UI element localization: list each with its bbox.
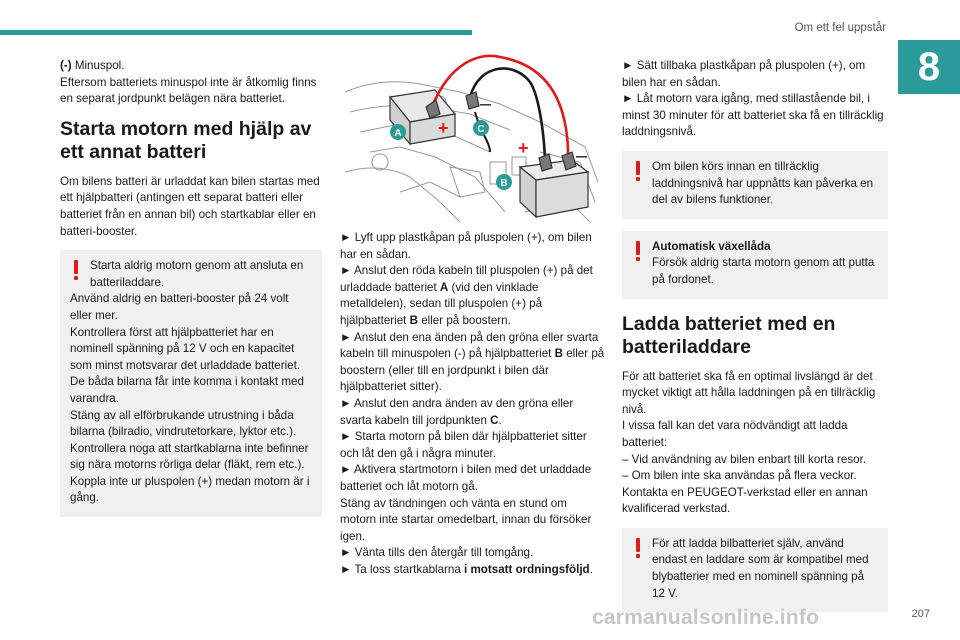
warning-icon	[634, 538, 642, 558]
charger-para: I vissa fall kan det vara nödvändigt att ladda batteriet:	[622, 419, 848, 449]
minus-label: Minuspol.	[71, 59, 125, 72]
step-text: ► Aktivera startmotorn i bilen med det urladdade batteriet och låt motorn gå.	[340, 463, 592, 493]
warning-text: För att ladda bilbatteriet själv, använd endast en laddare som är kompatibel med blybatterier med en nominell spänning på 12 V.	[652, 536, 869, 600]
list-item: – Vid användning av bilen enbart till korta resor.	[622, 452, 867, 466]
step	[340, 263, 606, 329]
warning-icon	[634, 161, 642, 181]
warning-line: Kontrollera noga att startkablarna inte befinner sig nära motorns rörliga delar (fläkt, rem etc.).	[70, 441, 309, 472]
section-heading-jump-start: Starta motorn med hjälp av ett annat batteri	[60, 117, 312, 163]
warning-line: Kontrollera först att hjälpbatteriet har en nominell spänning på 12 V och en kapacitet som minst motsvarar det urladdade batteriet.	[70, 325, 301, 372]
step-text: eller på boostern (eller till en jordpunkt i bilen där hjälpbatteriet sitter).	[340, 347, 605, 394]
step	[340, 230, 606, 263]
step-text: ► Starta motorn på bilen där hjälpbatteriet sitter och låt den gå i några minuter.	[340, 430, 587, 460]
step-text: ► Vänta tills den återgår till tomgång.	[340, 546, 534, 560]
warning-text: Försök aldrig starta motorn genom att putta på fordonet.	[652, 256, 875, 286]
warning-box-automatic-gearbox	[622, 231, 888, 299]
jump-start-intro: Om bilens batteri är urladdat kan bilen startas med ett hjälpbatteri (antingen ett separat batteri eller batteriet från en annan bil) och startkablar eller en batteri-booster.	[60, 174, 320, 238]
warning-title: Automatisk växellåda	[652, 239, 771, 253]
step-text: .	[589, 562, 593, 576]
warning-box-charge-level	[622, 151, 888, 219]
warning-text: Om bilen körs innan en tillräcklig laddningsnivå har uppnåtts kan påverka en del av bilens funktioner.	[652, 159, 874, 207]
step-text: ► Lyft upp plastkåpan på pluspolen (+), om bilen har en sådan.	[340, 231, 592, 261]
step-text: ► Ta loss startkablarna	[340, 562, 465, 576]
warning-line: Starta aldrig motorn genom att ansluta en batteriladdare.	[90, 259, 304, 289]
warning-box-jump-start	[60, 250, 322, 517]
step	[340, 330, 606, 396]
step: ► Låt motorn vara igång, med stillastående bil, i minst 30 minuter för att batteriet ska få en tillräcklig laddningsnivå.	[622, 92, 884, 139]
chapter-number: 8	[898, 40, 960, 94]
step-bold: A	[439, 280, 449, 294]
step-bold: C	[490, 413, 499, 427]
step	[340, 396, 606, 429]
step-text: .	[498, 413, 502, 427]
minus-symbol-b: –	[576, 145, 588, 167]
red-cable	[432, 56, 568, 164]
step-text: Stäng av tändningen och vänta en stund om motorn inte startar omedelbart, innan du försöker igen.	[340, 496, 592, 543]
step-text: eller på boostern.	[417, 313, 511, 327]
minus-explanation: Eftersom batteriets minuspol inte är åtkomlig finns en separat jordpunkt belägen nära batteriet.	[60, 75, 317, 106]
step-bold: B	[409, 313, 418, 327]
step-bold: i motsatt ordningsföljd	[464, 562, 590, 576]
step	[340, 462, 606, 495]
list-item: – Om bilen inte ska användas på flera veckor.	[622, 469, 857, 483]
plus-symbol-a: +	[438, 118, 449, 138]
header-accent-bar	[0, 30, 472, 35]
running-header: Om ett fel uppstår	[794, 22, 886, 34]
step: ► Sätt tillbaka plastkåpan på pluspolen (+), om bilen har en sådan.	[622, 59, 866, 89]
label-a: A	[394, 128, 402, 139]
warning-icon	[72, 260, 80, 280]
step	[340, 496, 606, 546]
minus-pole-note	[60, 58, 322, 108]
battery-b	[520, 160, 588, 217]
step	[340, 562, 606, 579]
jump-start-illustration	[340, 52, 602, 224]
step-text: ► Anslut den andra änden av den gröna eller svarta kabeln till jordpunkten	[340, 396, 574, 427]
step	[340, 545, 606, 562]
warning-icon	[634, 241, 642, 261]
step-text: ► Anslut den ena änden på den gröna eller svarta kabeln till minuspolen (-) på hjälpbatteriet	[340, 330, 599, 361]
minus-symbol: (-)	[60, 59, 72, 72]
charger-para: Kontakta en PEUGEOT-verkstad eller en annan kvalificerad verkstad.	[622, 485, 868, 516]
column-left	[60, 58, 322, 529]
label-b: B	[500, 178, 508, 189]
minus-symbol-a: –	[480, 93, 492, 115]
step-bold: B	[554, 347, 563, 361]
label-c: C	[477, 124, 485, 135]
plus-symbol-b: +	[518, 138, 529, 158]
warning-line: Koppla inte ur pluspolen (+) medan motorn är i gång.	[70, 474, 310, 505]
step	[340, 429, 606, 462]
watermark: carmanualsonline.info	[592, 606, 820, 629]
warning-line: De båda bilarna får inte komma i kontakt med varandra.	[70, 375, 304, 405]
charger-para: För att batteriet ska få en optimal livslängd är det mycket viktigt att hålla laddningen på en tillräcklig nivå.	[622, 369, 876, 416]
step-text: ► Anslut den röda kabeln till pluspolen (+) på det urladdade batteriet	[340, 264, 593, 294]
section-heading-charger: Ladda batteriet med en batteriladdare	[622, 312, 836, 358]
warning-line: Stäng av all elförbrukande utrustning i båda bilarna (bilradio, vindrutetorkare, lyktor etc.).	[70, 408, 297, 439]
black-cable	[470, 68, 545, 166]
warning-box-charger	[622, 528, 888, 612]
column-middle	[340, 230, 606, 578]
step-text: (vid den vinklade metalldelen), sedan till pluspolen (+) på hjälpbatteriet	[340, 280, 543, 327]
page-number: 207	[911, 608, 930, 620]
warning-line: Använd aldrig en batteri-booster på 24 volt eller mer.	[70, 292, 289, 322]
column-right	[622, 58, 888, 624]
